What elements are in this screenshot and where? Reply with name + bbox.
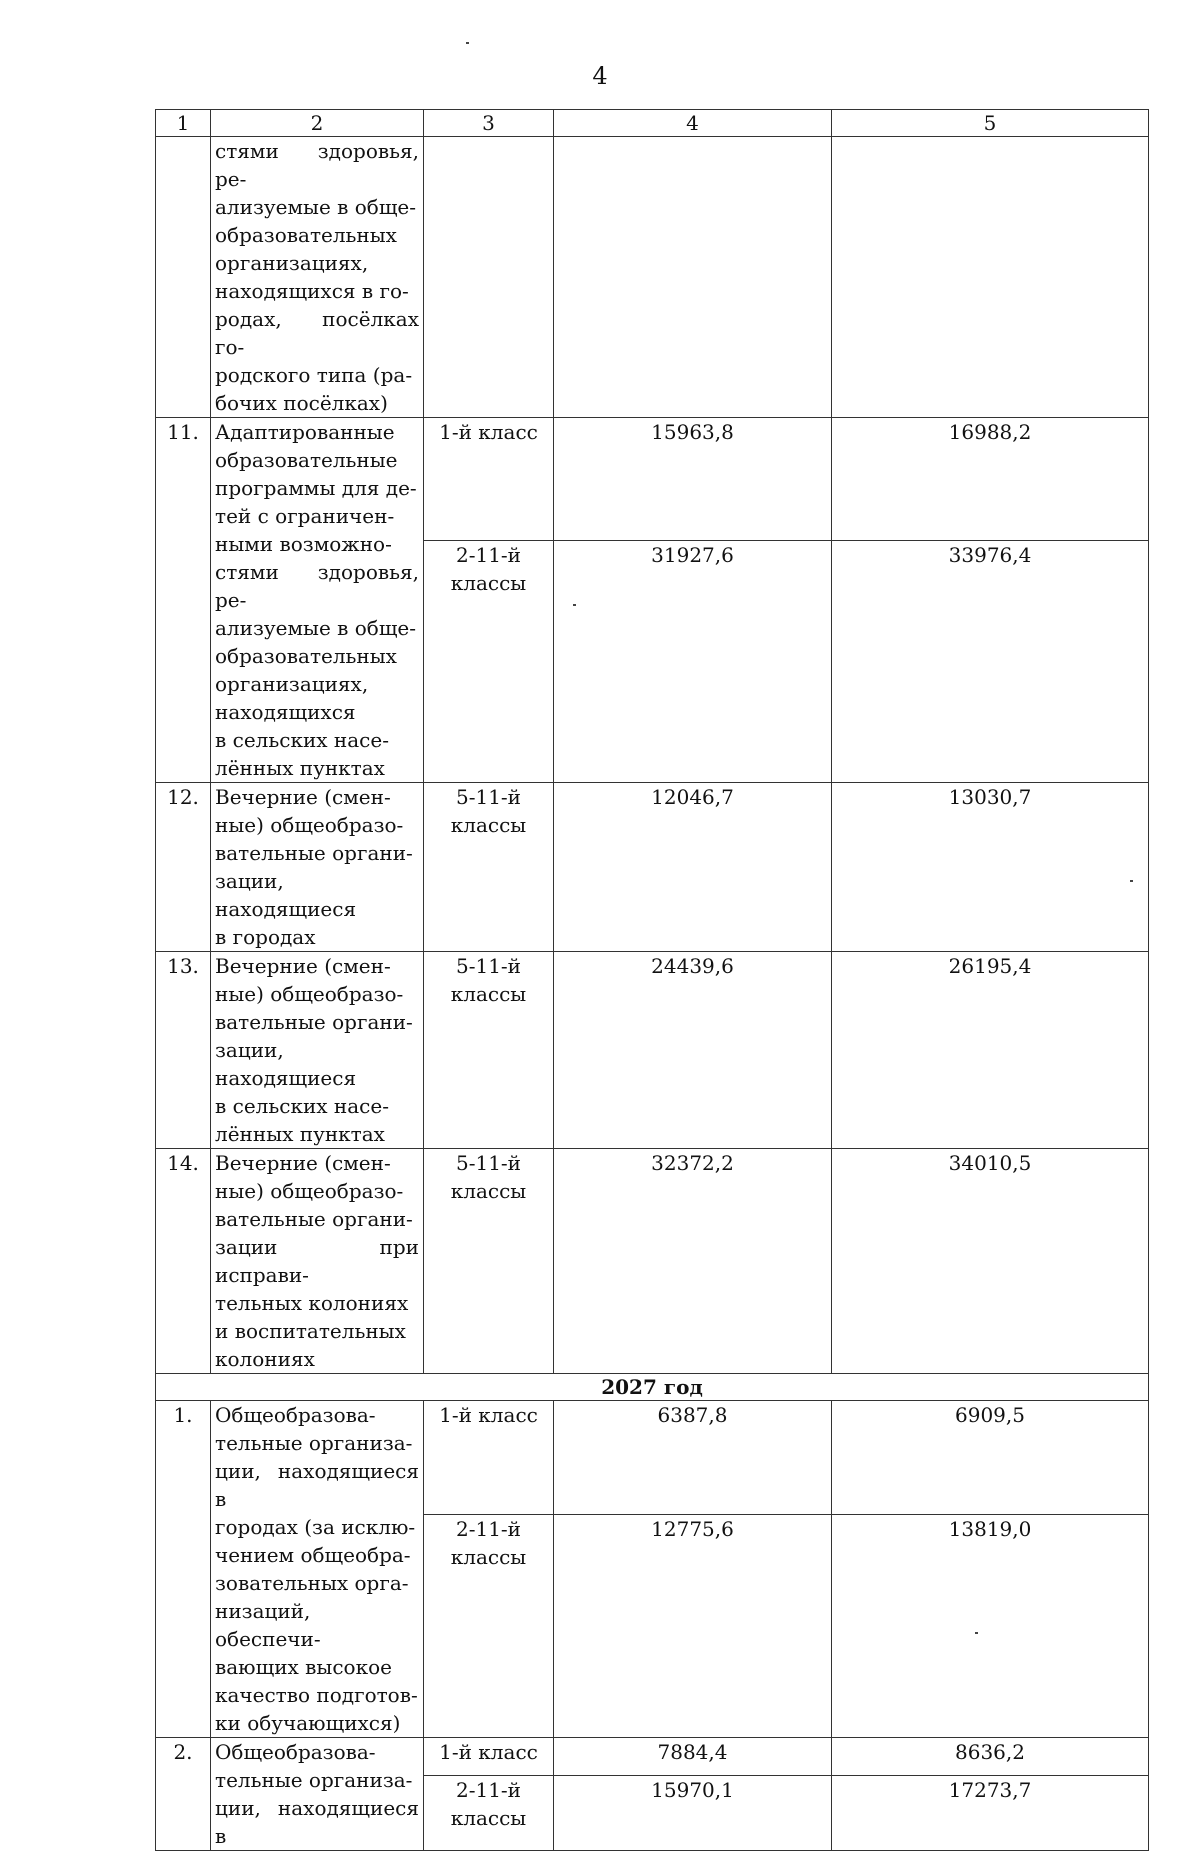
header-col-5: 5: [832, 110, 1149, 137]
description-line: находящихся в го-: [215, 279, 409, 303]
table-row: [156, 1149, 1149, 1374]
row-description: [211, 1738, 424, 1851]
description-line: ные) общеобразо-: [215, 982, 404, 1006]
description-line: зации, находящиеся: [215, 869, 357, 921]
value-col-5: 17273,7: [832, 1776, 1149, 1851]
value-col-4: 15970,1: [554, 1776, 832, 1851]
table-row: [156, 952, 1149, 1149]
value-col-4: 15963,8: [554, 418, 832, 541]
scan-speck: [1130, 880, 1133, 882]
value-col-4: 7884,4: [554, 1738, 832, 1776]
table-row: [156, 1738, 1149, 1776]
description-line: Общеобразова-: [215, 1403, 376, 1427]
description-line: находящихся: [215, 700, 356, 724]
header-col-2: 2: [211, 110, 424, 137]
row-description: [211, 952, 424, 1149]
value-col-5: 34010,5: [832, 1149, 1149, 1374]
description-line: в сельских насе-: [215, 728, 389, 752]
row-number: 2.: [156, 1738, 211, 1851]
description-line: чением общеобра-: [215, 1543, 411, 1567]
value-col-4: 24439,6: [554, 952, 832, 1149]
value-col-4: 12046,7: [554, 783, 832, 952]
description-line: колониях: [215, 1347, 315, 1371]
description-line: тельных колониях: [215, 1291, 409, 1315]
tariff-table: [155, 109, 1149, 1851]
class-range: 1-й класс: [424, 418, 554, 541]
description-line: и воспитательных: [215, 1319, 406, 1343]
description-line: тей с ограничен-: [215, 504, 395, 528]
year-row: [156, 1374, 1149, 1401]
description-line: Вечерние (смен-: [215, 954, 391, 978]
year-heading: 2027 год: [156, 1374, 1149, 1401]
description-line: стями здоровья, ре-: [215, 560, 419, 612]
description-line: образовательных: [215, 644, 397, 668]
value-col-4: 32372,2: [554, 1149, 832, 1374]
class-range: 2-11-й классы: [424, 541, 554, 783]
header-col-4: 4: [554, 110, 832, 137]
header-col-1: 1: [156, 110, 211, 137]
class-range: 5-11-й классы: [424, 1149, 554, 1374]
description-line: Вечерние (смен-: [215, 1151, 391, 1175]
row-description: [211, 137, 424, 418]
table-row: [156, 783, 1149, 952]
row-number: 11.: [156, 418, 211, 783]
class-range: 2-11-й классы: [424, 1776, 554, 1851]
description-line: ализуемые в обще-: [215, 616, 417, 640]
description-line: лённых пунктах: [215, 756, 385, 780]
value-col-5: [832, 137, 1149, 418]
description-line: низаций, обеспечи-: [215, 1599, 321, 1651]
class-range: 1-й класс: [424, 1738, 554, 1776]
scan-speck: [573, 604, 576, 606]
description-line: вательные органи-: [215, 1010, 413, 1034]
description-line: родах, посёлках го-: [215, 307, 419, 359]
description-line: бочих посёлках): [215, 391, 388, 415]
row-number: [156, 137, 211, 418]
description-line: качество подготов-: [215, 1683, 418, 1707]
description-line: стями здоровья, ре-: [215, 139, 419, 191]
value-col-5: 13030,7: [832, 783, 1149, 952]
table-row: [156, 418, 1149, 541]
description-line: ные) общеобразо-: [215, 813, 404, 837]
description-line: городах (за исклю-: [215, 1515, 416, 1539]
row-number: 12.: [156, 783, 211, 952]
value-col-5: 26195,4: [832, 952, 1149, 1149]
description-line: вательные органи-: [215, 1207, 413, 1231]
row-number: 1.: [156, 1401, 211, 1738]
description-line: Общеобразова-: [215, 1740, 376, 1764]
description-line: организациях,: [215, 672, 369, 696]
row-description: [211, 418, 424, 783]
description-line: ции, находящиеся в: [215, 1796, 419, 1848]
header-col-3: 3: [424, 110, 554, 137]
scan-speck: [466, 42, 469, 44]
description-line: программы для де-: [215, 476, 417, 500]
description-line: в сельских насе-: [215, 1094, 389, 1118]
row-description: [211, 1401, 424, 1738]
scan-speck: [975, 1632, 978, 1634]
description-line: вательные органи-: [215, 841, 413, 865]
row-number: 13.: [156, 952, 211, 1149]
value-col-5: 13819,0: [832, 1514, 1149, 1737]
value-col-5: 16988,2: [832, 418, 1149, 541]
description-line: ные) общеобразо-: [215, 1179, 404, 1203]
value-col-5: 8636,2: [832, 1738, 1149, 1776]
class-range: 1-й класс: [424, 1401, 554, 1515]
value-col-5: 6909,5: [832, 1401, 1149, 1515]
description-line: организациях,: [215, 251, 369, 275]
table-row: [156, 1401, 1149, 1515]
row-description: [211, 1149, 424, 1374]
page-number: 4: [592, 62, 608, 90]
value-col-4: [554, 137, 832, 418]
description-line: зации при исправи-: [215, 1235, 419, 1287]
description-line: в городах: [215, 925, 316, 949]
class-range: 5-11-й классы: [424, 952, 554, 1149]
value-col-4: 6387,8: [554, 1401, 832, 1515]
description-line: ции, находящиеся в: [215, 1459, 419, 1511]
description-line: ными возможно-: [215, 532, 392, 556]
description-line: тельные организа-: [215, 1768, 413, 1792]
description-line: образовательные: [215, 448, 398, 472]
row-number: 14.: [156, 1149, 211, 1374]
description-line: родского типа (ра-: [215, 363, 413, 387]
description-line: Адаптированные: [215, 420, 395, 444]
description-line: лённых пунктах: [215, 1122, 385, 1146]
description-line: ализуемые в обще-: [215, 195, 417, 219]
class-range: [424, 137, 554, 418]
description-line: ки обучающихся): [215, 1711, 401, 1735]
value-col-4: 31927,6: [554, 541, 832, 783]
description-line: Вечерние (смен-: [215, 785, 391, 809]
value-col-5: 33976,4: [832, 541, 1149, 783]
description-line: зации, находящиеся: [215, 1038, 357, 1090]
row-description: [211, 783, 424, 952]
description-line: образовательных: [215, 223, 397, 247]
header-row: [156, 110, 1149, 137]
table-row: [156, 137, 1149, 418]
class-range: 2-11-й классы: [424, 1514, 554, 1737]
description-line: зовательных орга-: [215, 1571, 409, 1595]
description-line: тельные организа-: [215, 1431, 413, 1455]
value-col-4: 12775,6: [554, 1514, 832, 1737]
description-line: вающих высокое: [215, 1655, 392, 1679]
class-range: 5-11-й классы: [424, 783, 554, 952]
